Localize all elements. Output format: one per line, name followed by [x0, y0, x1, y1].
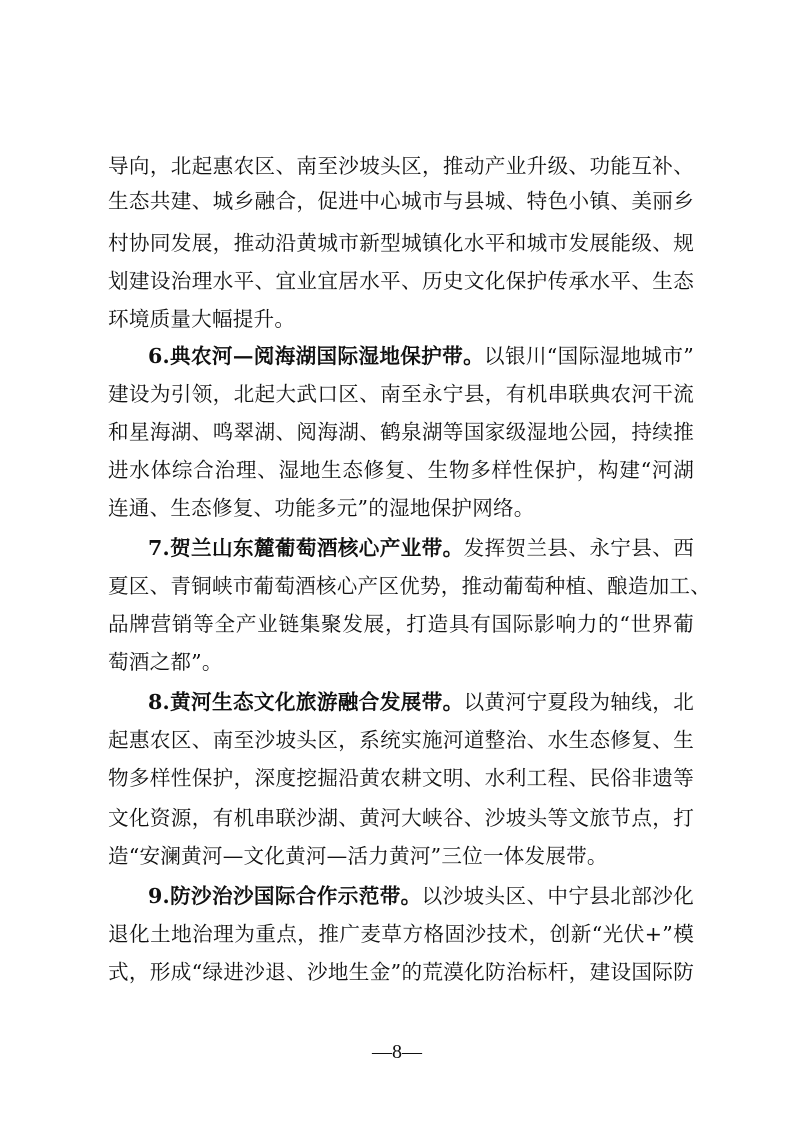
section-heading: 6.典农河—阅海湖国际湿地保护带。: [148, 344, 485, 368]
section-first-line: [148, 344, 694, 368]
text-line: 文化资源，有机串联沙湖、黄河大峡谷、沙坡头等文旅节点，打: [108, 806, 694, 830]
section-first-text: 以沙坡头区、中宁县北部沙化: [421, 884, 694, 908]
text-line: 划建设治理水平、宜业宜居水平、历史文化保护传承水平、生态: [108, 269, 694, 293]
section-heading: 7.贺兰山东麓葡萄酒核心产业带。: [148, 536, 464, 560]
text-line: 退化土地治理为重点，推广麦草方格固沙技术，创新“光伏+”模: [108, 922, 694, 946]
text-line: 夏区、青铜峡市葡萄酒核心产区优势，推动葡萄种植、酿造加工、: [108, 574, 712, 598]
text-line: 导向，北起惠农区、南至沙坡头区，推动产业升级、功能互补、: [108, 154, 694, 178]
text-line: 和星海湖、鸣翠湖、阅海湖、鹤泉湖等国家级湿地公园，持续推: [108, 420, 694, 444]
section-first-line: [148, 690, 694, 714]
text-line: 建设为引领，北起大武口区、南至永宁县，有机串联典农河干流: [108, 382, 694, 406]
page-number: —8—: [372, 1041, 422, 1063]
text-line: 连通、生态修复、功能多元”的湿地保护网络。: [108, 496, 535, 520]
text-line: 村协同发展，推动沿黄城市新型城镇化水平和城市发展能级、规: [108, 231, 694, 255]
text-line: 起惠农区、南至沙坡头区，系统实施河道整治、水生态修复、生: [108, 728, 694, 752]
text-line: 萄酒之都”。: [108, 650, 223, 674]
section-heading: 8.黄河生态文化旅游融合发展带。: [148, 690, 464, 714]
text-line: 生态共建、城乡融合，促进中心城市与县城、特色小镇、美丽乡: [108, 189, 694, 213]
text-line: 造“安澜黄河—文化黄河—活力黄河”三位一体发展带。: [108, 844, 608, 868]
text-line: 环境质量大幅提升。: [108, 307, 296, 331]
text-line: 式，形成“绿进沙退、沙地生金”的荒漠化防治标杆，建设国际防: [108, 960, 694, 984]
text-line: 进水体综合治理、湿地生态修复、生物多样性保护，构建“河湖: [108, 458, 694, 482]
text-line: 品牌营销等全产业链集聚发展，打造具有国际影响力的“世界葡: [108, 612, 694, 636]
section-first-text: 发挥贺兰县、永宁县、西: [463, 536, 694, 560]
text-line: 物多样性保护，深度挖掘沿黄农耕文明、水利工程、民俗非遗等: [108, 766, 694, 790]
section-first-line: [148, 884, 694, 908]
section-first-text: 以黄河宁夏段为轴线，北: [463, 690, 694, 714]
section-first-text: 以银川“国际湿地城市”: [484, 344, 694, 368]
section-heading: 9.防沙治沙国际合作示范带。: [148, 884, 422, 908]
section-first-line: [148, 536, 694, 560]
